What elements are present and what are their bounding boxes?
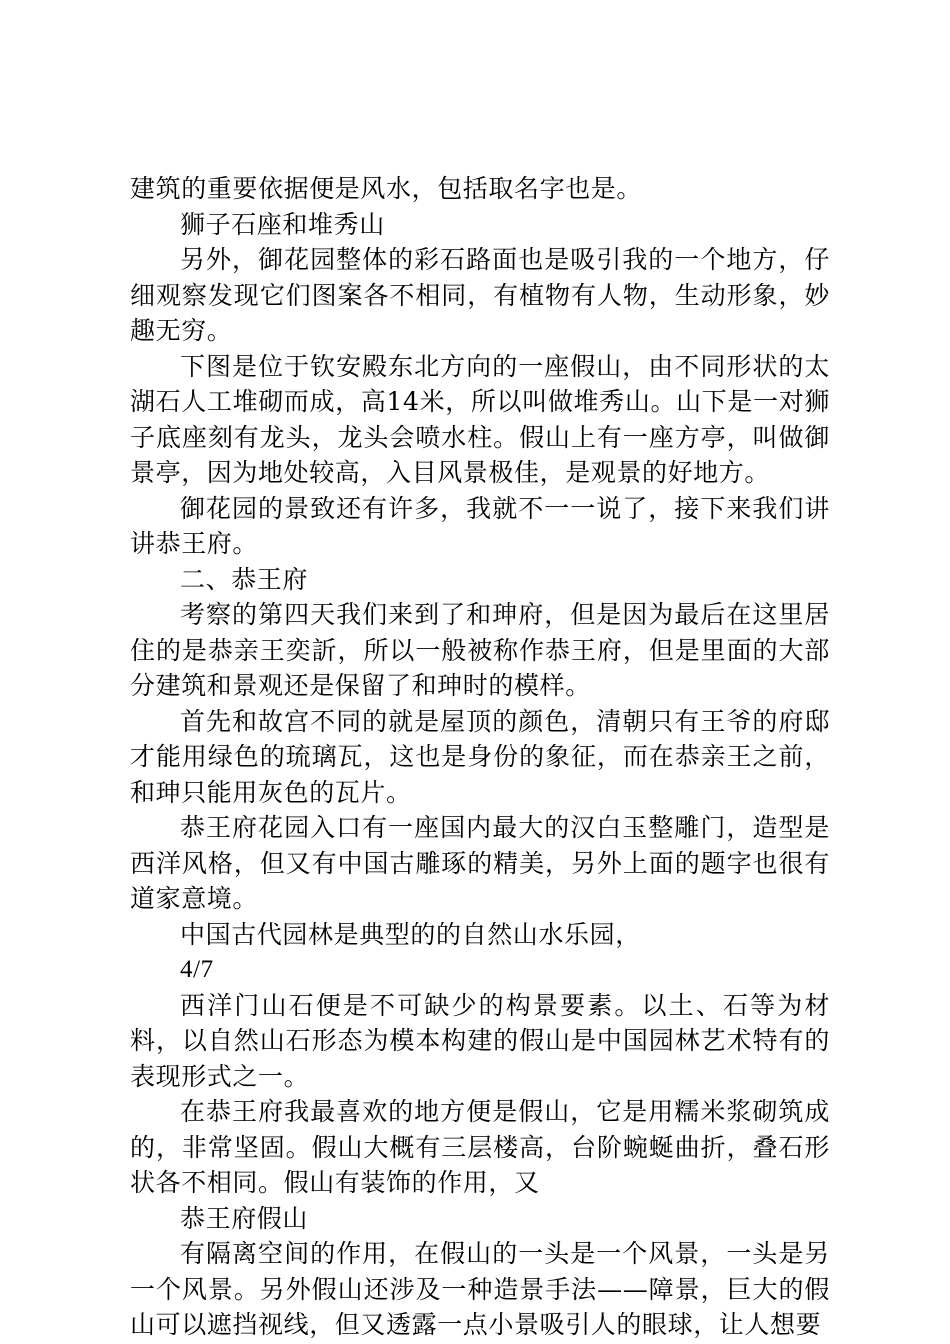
paragraph-garden-transition: 御花园的景致还有许多，我就不一一说了，接下来我们讲讲恭王府。 xyxy=(130,493,830,558)
document-body xyxy=(130,171,830,1343)
paragraph-heshen-mansion: 考察的第四天我们来到了和珅府，但是因为最后在这里居住的是恭亲王奕訢，所以一般被称作恭王府，但是里面的大部分建筑和景观还是保留了和珅时的模样。 xyxy=(130,600,830,700)
caption-gongwangfu-rockery: 恭王府假山 xyxy=(180,1203,309,1233)
paragraph-duixiu-rockery: 下图是位于钦安殿东北方向的一座假山，由不同形状的太湖石人工堆砌而成，高14米，所以叫做堆秀山。山下是一对狮子底座刻有龙头，龙头会喷水柱。假山上有一座方亭，叫做御景亭，因为地处较高，入目风景极佳，是观景的好地方。 xyxy=(130,351,830,487)
paragraph-chinese-gardens: 中国古代园林是典型的的自然山水乐园， xyxy=(180,919,641,949)
paragraph-western-gate-rockery: 西洋门山石便是不可缺少的构景要素。以土、石等为材料，以自然山石形态为模本构建的假山是中国园林艺术特有的表现形式之一。 xyxy=(130,990,830,1091)
paragraph-favorite-rockery: 在恭王府我最喜欢的地方便是假山，它是用糯米浆砌筑成的，非常坚固。假山大概有三层楼高，台阶蜿蜒曲折，叠石形状各不相同。假山有装饰的作用，又 xyxy=(130,1097,830,1197)
caption-lion-stone-duixiu: 狮子石座和堆秀山 xyxy=(180,209,385,239)
paragraph-fengshui: 建筑的重要依据便是风水，包括取名字也是。 xyxy=(130,174,643,203)
page-number: 4/7 xyxy=(180,956,214,983)
paragraph-space-separation: 有隔离空间的作用，在假山的一头是一个风景，一头是另一个风景。另外假山还涉及一种造景手法——障景，巨大的假山可以遮挡视线，但又透露一点小景吸引人的眼球，让人想要 xyxy=(130,1239,830,1339)
paragraph-colored-stone-path: 另外，御花园整体的彩石路面也是吸引我的一个地方，仔细观察发现它们图案各不相同，有植物有人物，生动形象，妙趣无穷。 xyxy=(130,245,830,345)
section-heading-gongwangfu: 二、恭王府 xyxy=(180,564,309,594)
paragraph-marble-gate: 恭王府花园入口有一座国内最大的汉白玉整雕门，造型是西洋风格，但又有中国古雕琢的精美，另外上面的题字也很有道家意境。 xyxy=(130,813,830,913)
paragraph-roof-color: 首先和故宫不同的就是屋顶的颜色，清朝只有王爷的府邸才能用绿色的琉璃瓦，这也是身份的象征，而在恭亲王之前，和珅只能用灰色的瓦片。 xyxy=(130,706,830,807)
